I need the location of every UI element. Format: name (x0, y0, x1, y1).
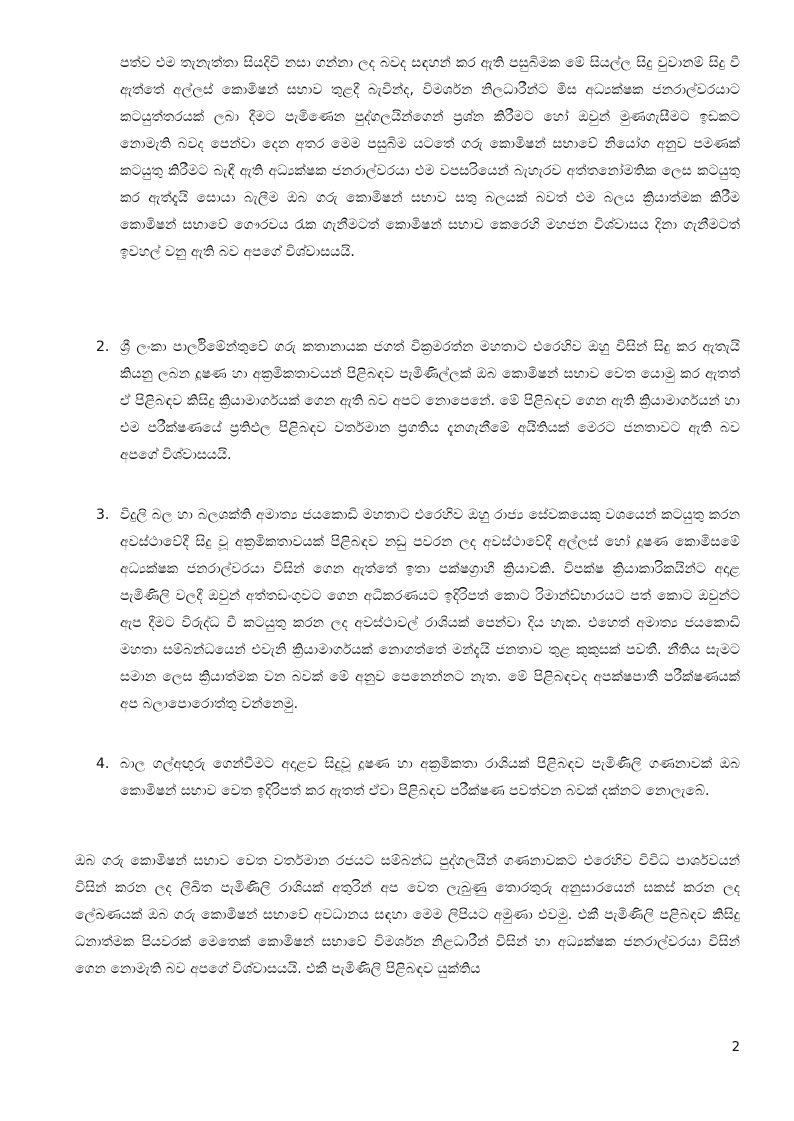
page-number: 2 (731, 1040, 740, 1055)
list-item-4 (0, 751, 794, 805)
closing-paragraph: ඔබ ගරු කොමිෂන් සභාව වෙත වර්තමාන රජයට සම්බන්ධ පුද්ගලයින් ගණනාවකට එරෙහිව විවිධ පාර්ශවයන් විසින් කරන ලද ලිඛිත පැමිණිලි රාශියක් අතුරින් අප වෙත ලැබුණු තොරතුරු අනුසාරයෙන් සකස් කරන ලද ලේඛණයක් ඔබ ගරු කොමිෂන් සභාවේ අවධානය සඳහා මෙම ලිපියට අමුණා එවමු. එකී පැමිණිලි පළිබඳව කිසිදු ධනාත්මක පියවරක් මෙතෙක් කොමිෂන් සභාවේ විමර්ශන නිළධාරීන් විසින් හා අධ්‍යක්ෂක ජනරාල්වරයා විසින් ගෙන නොමැති බව අපගේ විශ්වාසයයි. එකී පැමිණිලි පිළිබඳව යුක්තිය (75, 853, 740, 977)
list-item-text: ශ්‍රී ලංකා පාර්ලිමේන්තුවේ ගරු කතානායක ජගත් වික්‍රමරත්න මහතාට එරෙහිව ඔහු විසින් සිදු කර ඇතැයි කියනු ලබන දූෂණ හා අක්‍රමිකතාවයන් පිළිබඳව පැමිණිල්ලක් ඔබ කොමිෂන් සභාව වෙත යොමු කර ඇතත් ඒ පිළිබඳව කිසිදු ක්‍රියාමාර්ගයක් ගෙන ඇති බව අපට නොපෙනේ. මේ පිළිබඳව ගෙන ඇති ක්‍රියාමාර්ගයන් හා එම පරීක්ෂණයේ ප්‍රතිඵල පිළිබඳව වර්තමාන ප්‍රගතිය දැනගැනීමේ අයිතියක් මෙරට ජනතාවට ඇති බව අපගේ විශ්වාසයයි. (120, 339, 740, 463)
list-item-3 (0, 502, 794, 718)
list-item-text: බාල ගල්අඟුරු ගෙන්වීමට අදාළව සිදුවූ දූෂණ හා අක්‍රමිකතා රාශියක් පිළිබඳව පැමිණිලි ගණනාවක් ඔබ කොමිෂන් සභාව වෙත ඉදිරිපත් කර ඇතත් ඒවා පිළිබඳව පරීක්ෂණ පවත්වන බවක් දක්නට නොලැබේ. (120, 756, 740, 799)
list-item-number: 4. (96, 756, 110, 772)
list-item-number: 2. (96, 339, 110, 355)
numbered-list (0, 334, 794, 838)
continuation-paragraph: පත්ව එම තැනැත්තා සියදිවි නසා ගන්නා ලද බවද සඳහන් කර ඇති පසුබිමක මේ සියල්ල සිදු වුවානම් සිදු වී ඇත්තේ අල්ලස් කොමිෂන් සභාව තුළදී බැවින්ද, විමර්ශන නිලධාරීන්ට මිස අධ්‍යක්ෂක ජනරාල්වරයාට කටයුත්තරයක් ලබා දීමට පැමිණෙන පුද්ගලයින්ගෙන් ප්‍රශ්න කිරීමට හෝ ඔවුන් මුණගැසීමට ඉඩකට නොමැති බවද පෙන්වා දෙන අතර මෙම පසුබිම යටතේ ගරු කොමිෂන් සභාවේ නියෝග අනුව පමණක් කටයුතු කිරීමට බැඳී ඇති අධ්‍යක්ෂක ජනරාල්වරයා එම වපසරියෙන් බැහැරව අත්තනෝමතික ලෙස කටයුතු කර ඇත්දැයි සොයා බැලීම ඔබ ගරු කොමිෂන් සභාව සතු බලයක් බවත් එම බලය ක්‍රියාත්මක කිරීම කොමිෂන් සභාවේ ගෞරවය රැක ගැනීමටත් කොමිෂන් සභාව කෙරෙහි මහජන විශ්වාසය දිනා ගැනීමටත් ඉවහල් වනු ඇති බව අපගේ විශ්වාසයයි. (120, 55, 740, 260)
list-item-number: 3. (96, 507, 110, 523)
list-item-2 (0, 334, 794, 469)
list-item-text: විදුලි බල හා බලශක්ති අමාත්‍ය ජයකොඩි මහතාට එරෙහිව ඔහු රාජ්‍ය සේවකයෙකු වශයෙන් කටයුතු කරන අවස්ථාවේදී සිදු වූ අක්‍රමිකතාවයක් පිළිබඳව නඩු පවරන ලද අවස්ථාවේදී අල්ලස් හෝ දූෂණ කොමිසමේ අධ්‍යක්ෂක ජනරාල්වරයා විසින් ගෙන ඇත්තේ ඉතා පක්ෂග්‍රාහී ක්‍රියාවකි. විපක්ෂ ක්‍රියාකාරිකයින්ට අදාළ පැමිණිලි වලදී ඔවුන් අත්තඩංගුවට ගෙන අධිකරණයට ඉදිරිපත් කොට රිමාන්ඩ්භාරයට පත් කොට ඔවුන්ට ඇප දීමට විරුද්ධ වී කටයුතු කරන ලද අවස්ථාවල් රාශියක් පෙන්වා දිය හැක. එහෙත් අමාත්‍ය ජයකොඩි මහතා සම්බන්ධයෙන් එවැනි ක්‍රියාමාර්ගයක් නොගත්තේ මන්දැයි ජනතාව තුළ කුකුසක් පවතී. නීතිය සැමට සමාන ලෙස ක්‍රියාත්මක වන බවක් මේ අනුව පෙනෙන්නට නැත. මේ පිළිබඳවද අපක්ෂපාතී පරීක්ෂණයක් අප බලාපොරොත්තු වන්නෙමු. (120, 507, 740, 712)
